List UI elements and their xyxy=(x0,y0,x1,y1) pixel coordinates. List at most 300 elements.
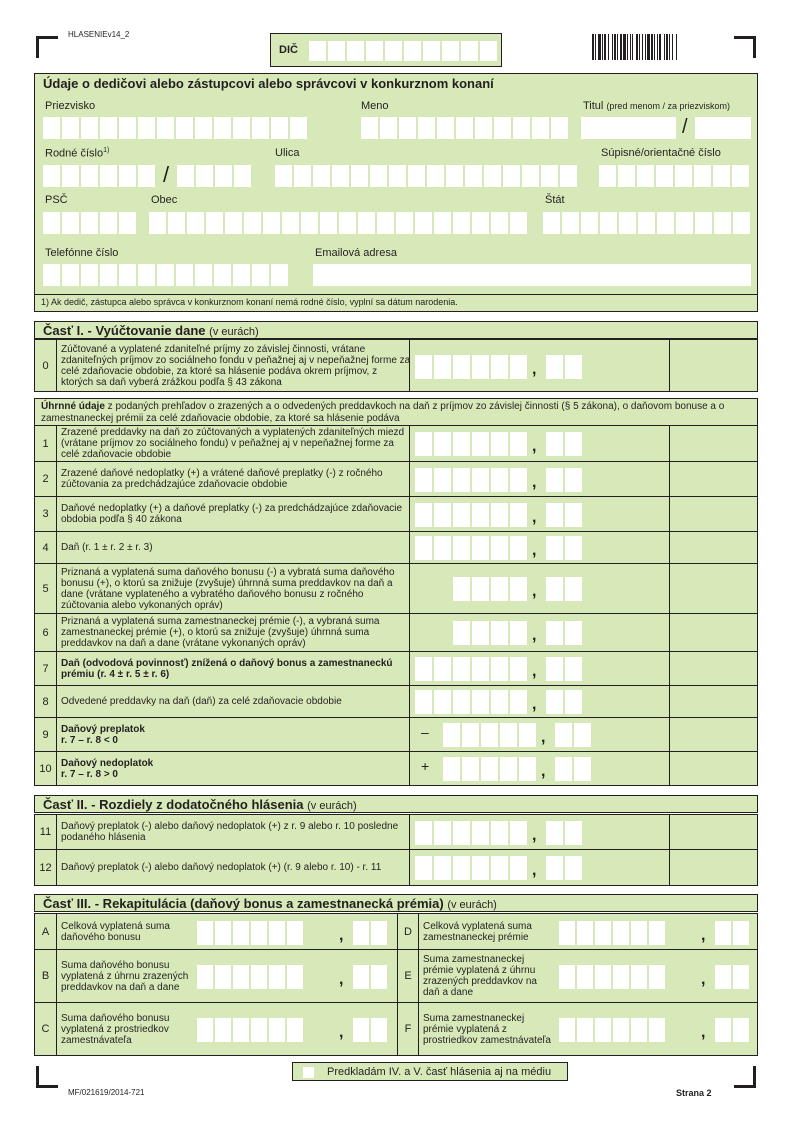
surname-cell[interactable] xyxy=(43,117,60,139)
barcode-bar xyxy=(654,34,655,60)
decimal-cell[interactable] xyxy=(565,432,582,456)
amount-cell[interactable] xyxy=(472,355,489,379)
decimal-cell[interactable] xyxy=(546,621,563,645)
recap-row xyxy=(34,913,758,950)
row-number: 10 xyxy=(35,752,57,785)
street-cell[interactable] xyxy=(465,165,482,187)
phone-cell[interactable] xyxy=(157,264,174,286)
decimal-cell[interactable] xyxy=(565,577,582,601)
amount-cell[interactable] xyxy=(510,690,527,714)
amount-cell[interactable] xyxy=(434,821,451,845)
amount-cell[interactable] xyxy=(443,723,460,747)
title-before-input[interactable] xyxy=(581,117,676,139)
city-cell[interactable] xyxy=(453,212,470,234)
name-cell[interactable] xyxy=(380,117,397,139)
amount-cell[interactable] xyxy=(415,690,432,714)
phone-cell[interactable] xyxy=(100,264,117,286)
state-cell[interactable] xyxy=(600,212,617,234)
decimal-comma: , xyxy=(532,827,537,844)
decimal-cell[interactable] xyxy=(371,1018,387,1042)
name-cell[interactable] xyxy=(551,117,568,139)
decimal-cell[interactable] xyxy=(565,536,582,560)
row-description: Zrazené daňové nedoplatky (+) a vrátené daňové preplatky (-) z ročného zúčtovania za predchádzajúce zdaňovacie obdobie xyxy=(61,468,383,490)
amount-cell[interactable] xyxy=(453,432,470,456)
surname-cell[interactable] xyxy=(195,117,212,139)
amount-cell[interactable] xyxy=(251,965,267,989)
surname-cell[interactable] xyxy=(157,117,174,139)
street-cell[interactable] xyxy=(294,165,311,187)
house-number-cell[interactable] xyxy=(656,165,673,187)
amount-cell[interactable] xyxy=(613,965,629,989)
decimal-cell[interactable] xyxy=(715,921,731,945)
state-cell[interactable] xyxy=(657,212,674,234)
amount-cell[interactable] xyxy=(631,921,647,945)
form-row xyxy=(34,497,758,532)
amount-cell[interactable] xyxy=(434,503,451,527)
phone-cell[interactable] xyxy=(252,264,269,286)
state-cell[interactable] xyxy=(676,212,693,234)
amount-cell[interactable] xyxy=(434,690,451,714)
barcode-bar xyxy=(647,34,650,60)
state-cell[interactable] xyxy=(581,212,598,234)
name-cell[interactable] xyxy=(532,117,549,139)
amount-cell[interactable] xyxy=(415,856,432,880)
amount-cell[interactable] xyxy=(453,355,470,379)
amount-cell[interactable] xyxy=(453,690,470,714)
amount-cell[interactable] xyxy=(415,821,432,845)
amount-cell[interactable] xyxy=(453,468,470,492)
decimal-comma: , xyxy=(541,729,546,746)
amount-cell[interactable] xyxy=(510,577,527,601)
street-cell[interactable] xyxy=(560,165,577,187)
amount-cell[interactable] xyxy=(595,1018,611,1042)
street-cell[interactable] xyxy=(541,165,558,187)
amount-cell[interactable] xyxy=(481,757,498,781)
psc-cell[interactable] xyxy=(81,212,98,234)
state-cell[interactable] xyxy=(733,212,750,234)
city-cell[interactable] xyxy=(510,212,527,234)
amount-cell[interactable] xyxy=(559,1018,575,1042)
decimal-cell[interactable] xyxy=(555,723,572,747)
phone-cell[interactable] xyxy=(138,264,155,286)
amount-cell[interactable] xyxy=(453,856,470,880)
amount-cell[interactable] xyxy=(510,432,527,456)
birth-number-cell[interactable] xyxy=(119,165,136,187)
amount-cell[interactable] xyxy=(472,821,489,845)
street-cell[interactable] xyxy=(446,165,463,187)
amount-cell[interactable] xyxy=(559,965,575,989)
birth-number-cell[interactable] xyxy=(100,165,117,187)
dic-cell[interactable] xyxy=(442,41,459,61)
amount-cell[interactable] xyxy=(491,856,508,880)
decimal-cell[interactable] xyxy=(546,657,563,681)
city-cell[interactable] xyxy=(339,212,356,234)
name-cell[interactable] xyxy=(437,117,454,139)
amount-cell[interactable] xyxy=(472,621,489,645)
dic-box xyxy=(270,33,502,67)
amount-cell[interactable] xyxy=(434,657,451,681)
amount-cell[interactable] xyxy=(491,657,508,681)
street-cell[interactable] xyxy=(408,165,425,187)
dic-cell[interactable] xyxy=(328,41,345,61)
birth-number-cell[interactable] xyxy=(62,165,79,187)
amount-cell[interactable] xyxy=(434,355,451,379)
amount-cell[interactable] xyxy=(510,621,527,645)
state-cell[interactable] xyxy=(562,212,579,234)
phone-cell[interactable] xyxy=(43,264,60,286)
decimal-cell[interactable] xyxy=(733,965,749,989)
email-label: Emailová adresa xyxy=(315,247,397,259)
city-cell[interactable] xyxy=(415,212,432,234)
street-cell[interactable] xyxy=(332,165,349,187)
amount-cell[interactable] xyxy=(613,921,629,945)
decimal-cell[interactable] xyxy=(565,355,582,379)
birth-number-label: Rodné číslo$^{1)}$ xyxy=(45,147,110,160)
street-cell[interactable] xyxy=(370,165,387,187)
dic-cell[interactable] xyxy=(480,41,497,61)
dic-cell[interactable] xyxy=(309,41,326,61)
street-label: Ulica xyxy=(275,147,300,159)
birth-number-cell[interactable] xyxy=(196,165,213,187)
amount-cell[interactable] xyxy=(481,723,498,747)
dic-cell[interactable] xyxy=(366,41,383,61)
name-cell[interactable] xyxy=(418,117,435,139)
amount-cell[interactable] xyxy=(519,757,536,781)
phone-cell[interactable] xyxy=(233,264,250,286)
street-cell[interactable] xyxy=(389,165,406,187)
amount-cell[interactable] xyxy=(415,468,432,492)
state-cell[interactable] xyxy=(543,212,560,234)
amount-cell[interactable] xyxy=(233,965,249,989)
decimal-cell[interactable] xyxy=(371,965,387,989)
amount-cell[interactable] xyxy=(251,921,267,945)
dic-cell[interactable] xyxy=(347,41,364,61)
phone-cell[interactable] xyxy=(176,264,193,286)
surname-cell[interactable] xyxy=(290,117,307,139)
amount-cell[interactable] xyxy=(453,621,470,645)
city-cell[interactable] xyxy=(472,212,489,234)
city-cell[interactable] xyxy=(301,212,318,234)
decimal-cell[interactable] xyxy=(546,856,563,880)
city-cell[interactable] xyxy=(187,212,204,234)
amount-cell[interactable] xyxy=(434,856,451,880)
state-cell[interactable] xyxy=(695,212,712,234)
surname-cell[interactable] xyxy=(233,117,250,139)
city-cell[interactable] xyxy=(149,212,166,234)
decimal-cell[interactable] xyxy=(353,1018,369,1042)
decimal-comma: , xyxy=(339,1024,344,1041)
amount-cell[interactable] xyxy=(491,536,508,560)
decimal-cell[interactable] xyxy=(546,577,563,601)
city-cell[interactable] xyxy=(396,212,413,234)
city-cell[interactable] xyxy=(225,212,242,234)
amount-cell[interactable] xyxy=(434,536,451,560)
amount-cell[interactable] xyxy=(269,965,285,989)
house-number-cell[interactable] xyxy=(713,165,730,187)
phone-cell[interactable] xyxy=(81,264,98,286)
title-after-input[interactable] xyxy=(695,117,751,139)
street-cell[interactable] xyxy=(313,165,330,187)
decimal-cell[interactable] xyxy=(565,690,582,714)
amount-cell[interactable] xyxy=(197,965,213,989)
barcode-bar xyxy=(602,34,603,60)
row-description: Daňový nedoplatok r. 7 – r. 8 > 0 xyxy=(61,757,154,780)
birth-number-cell[interactable] xyxy=(43,165,60,187)
amount-cell[interactable] xyxy=(631,1018,647,1042)
decimal-cell[interactable] xyxy=(565,621,582,645)
decimal-cell[interactable] xyxy=(565,468,582,492)
amount-cell[interactable] xyxy=(510,468,527,492)
email-input[interactable] xyxy=(313,264,751,286)
amount-cell[interactable] xyxy=(472,690,489,714)
amount-cell[interactable] xyxy=(472,657,489,681)
name-cell[interactable] xyxy=(456,117,473,139)
amount-cell[interactable] xyxy=(197,1018,213,1042)
amount-cell[interactable] xyxy=(415,536,432,560)
amount-cell[interactable] xyxy=(491,468,508,492)
amount-cell[interactable] xyxy=(415,432,432,456)
decimal-cell[interactable] xyxy=(565,856,582,880)
state-cell[interactable] xyxy=(638,212,655,234)
amount-cell[interactable] xyxy=(287,965,303,989)
amount-cell[interactable] xyxy=(453,657,470,681)
amount-cell[interactable] xyxy=(215,1018,231,1042)
birth-number-cell[interactable] xyxy=(215,165,232,187)
surname-cell[interactable] xyxy=(100,117,117,139)
amount-cell[interactable] xyxy=(649,921,665,945)
decimal-cell[interactable] xyxy=(546,355,563,379)
city-cell[interactable] xyxy=(282,212,299,234)
decimal-cell[interactable] xyxy=(574,757,591,781)
dic-cell[interactable] xyxy=(423,41,440,61)
decimal-cell[interactable] xyxy=(546,690,563,714)
amount-cell[interactable] xyxy=(559,921,575,945)
amount-cell[interactable] xyxy=(472,503,489,527)
amount-cell[interactable] xyxy=(453,536,470,560)
house-number-cell[interactable] xyxy=(618,165,635,187)
amount-cell[interactable] xyxy=(500,757,517,781)
amount-cell[interactable] xyxy=(510,856,527,880)
decimal-comma: , xyxy=(339,971,344,988)
amount-cell[interactable] xyxy=(233,1018,249,1042)
decimal-cell[interactable] xyxy=(565,657,582,681)
amount-cell[interactable] xyxy=(631,965,647,989)
amount-cell[interactable] xyxy=(491,355,508,379)
decimal-cell[interactable] xyxy=(715,1018,731,1042)
amount-cell[interactable] xyxy=(649,1018,665,1042)
amount-cell[interactable] xyxy=(472,432,489,456)
amount-cell[interactable] xyxy=(472,856,489,880)
dic-cell[interactable] xyxy=(404,41,421,61)
state-cell[interactable] xyxy=(714,212,731,234)
decimal-cell[interactable] xyxy=(715,965,731,989)
street-cell[interactable] xyxy=(503,165,520,187)
amount-cell[interactable] xyxy=(462,723,479,747)
amount-cell[interactable] xyxy=(649,965,665,989)
amount-cell[interactable] xyxy=(510,657,527,681)
amount-cell[interactable] xyxy=(595,921,611,945)
birth-number-cell[interactable] xyxy=(177,165,194,187)
birth-number-cell[interactable] xyxy=(138,165,155,187)
amount-cell[interactable] xyxy=(197,921,213,945)
surname-cell[interactable] xyxy=(252,117,269,139)
phone-cell[interactable] xyxy=(195,264,212,286)
amount-cell[interactable] xyxy=(215,965,231,989)
amount-cell[interactable] xyxy=(453,821,470,845)
psc-cell[interactable] xyxy=(62,212,79,234)
amount-cell[interactable] xyxy=(491,621,508,645)
amount-cell[interactable] xyxy=(510,821,527,845)
amount-cell[interactable] xyxy=(287,921,303,945)
name-cell[interactable] xyxy=(475,117,492,139)
amount-cell[interactable] xyxy=(577,921,593,945)
surname-cell[interactable] xyxy=(214,117,231,139)
city-cell[interactable] xyxy=(168,212,185,234)
barcode-bar xyxy=(612,34,613,60)
surname-cell[interactable] xyxy=(176,117,193,139)
barcode-bar xyxy=(608,34,609,60)
amount-cell[interactable] xyxy=(510,536,527,560)
surname-cell[interactable] xyxy=(271,117,288,139)
amount-cell[interactable] xyxy=(287,1018,303,1042)
street-cell[interactable] xyxy=(522,165,539,187)
psc-cell[interactable] xyxy=(100,212,117,234)
amount-cell[interactable] xyxy=(269,1018,285,1042)
barcode-bar xyxy=(659,34,661,60)
city-cell[interactable] xyxy=(377,212,394,234)
barcode-bar xyxy=(669,34,670,60)
decimal-cell[interactable] xyxy=(565,503,582,527)
amount-cell[interactable] xyxy=(519,723,536,747)
decimal-comma: , xyxy=(532,696,537,713)
phone-cell[interactable] xyxy=(271,264,288,286)
amount-cell[interactable] xyxy=(215,921,231,945)
amount-cell[interactable] xyxy=(453,503,470,527)
decimal-cell[interactable] xyxy=(546,821,563,845)
name-cell[interactable] xyxy=(361,117,378,139)
phone-cell[interactable] xyxy=(119,264,136,286)
amount-cell[interactable] xyxy=(472,468,489,492)
dic-cell[interactable] xyxy=(385,41,402,61)
amount-cell[interactable] xyxy=(269,921,285,945)
city-cell[interactable] xyxy=(244,212,261,234)
amount-cell[interactable] xyxy=(595,965,611,989)
psc-cell[interactable] xyxy=(43,212,60,234)
psc-label: PSČ xyxy=(45,194,68,206)
amount-cell[interactable] xyxy=(491,821,508,845)
amount-cell[interactable] xyxy=(453,577,470,601)
amount-cell[interactable] xyxy=(443,757,460,781)
city-cell[interactable] xyxy=(491,212,508,234)
amount-cell[interactable] xyxy=(472,536,489,560)
decimal-comma: , xyxy=(532,361,537,378)
amount-cell[interactable] xyxy=(462,757,479,781)
amount-cell[interactable] xyxy=(510,503,527,527)
decimal-cell[interactable] xyxy=(555,757,572,781)
city-cell[interactable] xyxy=(263,212,280,234)
amount-cell[interactable] xyxy=(510,355,527,379)
amount-cell[interactable] xyxy=(491,577,508,601)
decimal-cell[interactable] xyxy=(353,921,369,945)
surname-cell[interactable] xyxy=(119,117,136,139)
amount-cell[interactable] xyxy=(491,503,508,527)
surname-cell[interactable] xyxy=(62,117,79,139)
phone-cell[interactable] xyxy=(214,264,231,286)
dic-cell[interactable] xyxy=(461,41,478,61)
house-number-cell[interactable] xyxy=(637,165,654,187)
street-cell[interactable] xyxy=(484,165,501,187)
corner-mark-top-left xyxy=(36,36,58,58)
decimal-cell[interactable] xyxy=(565,821,582,845)
street-cell[interactable] xyxy=(275,165,292,187)
amount-cell[interactable] xyxy=(491,432,508,456)
city-cell[interactable] xyxy=(320,212,337,234)
amount-cell[interactable] xyxy=(577,965,593,989)
amount-cell[interactable] xyxy=(434,432,451,456)
surname-cell[interactable] xyxy=(138,117,155,139)
amount-cell[interactable] xyxy=(415,355,432,379)
amount-cell[interactable] xyxy=(251,1018,267,1042)
row-number: 6 xyxy=(35,614,57,651)
dic-label: DIČ xyxy=(279,44,298,56)
city-cell[interactable] xyxy=(206,212,223,234)
name-cell[interactable] xyxy=(494,117,511,139)
city-cell[interactable] xyxy=(434,212,451,234)
street-cell[interactable] xyxy=(351,165,368,187)
amount-cell[interactable] xyxy=(415,503,432,527)
house-number-cell[interactable] xyxy=(675,165,692,187)
amount-cell[interactable] xyxy=(500,723,517,747)
street-cell[interactable] xyxy=(427,165,444,187)
amount-cell[interactable] xyxy=(613,1018,629,1042)
name-cell[interactable] xyxy=(513,117,530,139)
decimal-cell[interactable] xyxy=(371,921,387,945)
form-row xyxy=(34,339,758,392)
amount-cell[interactable] xyxy=(491,690,508,714)
decimal-cell[interactable] xyxy=(546,536,563,560)
recap-letter: B xyxy=(35,950,57,1002)
surname-cell[interactable] xyxy=(81,117,98,139)
decimal-cell[interactable] xyxy=(353,965,369,989)
corner-mark-bottom-right xyxy=(734,1066,756,1088)
house-number-cell[interactable] xyxy=(732,165,749,187)
decimal-cell[interactable] xyxy=(574,723,591,747)
house-number-cell[interactable] xyxy=(599,165,616,187)
decimal-cell[interactable] xyxy=(546,432,563,456)
decimal-cell[interactable] xyxy=(733,1018,749,1042)
decimal-cell[interactable] xyxy=(733,921,749,945)
amount-cell[interactable] xyxy=(577,1018,593,1042)
birth-number-cell[interactable] xyxy=(81,165,98,187)
birth-number-cell[interactable] xyxy=(234,165,251,187)
amount-cell[interactable] xyxy=(472,577,489,601)
recap-description: Suma daňového bonusu vyplatená z prostriedkov zamestnávateľa xyxy=(61,1012,170,1046)
psc-cell[interactable] xyxy=(119,212,136,234)
state-cell[interactable] xyxy=(619,212,636,234)
house-number-cell[interactable] xyxy=(694,165,711,187)
amount-cell[interactable] xyxy=(233,921,249,945)
city-cell[interactable] xyxy=(358,212,375,234)
amount-cell[interactable] xyxy=(415,657,432,681)
barcode-bar xyxy=(595,34,596,60)
name-cell[interactable] xyxy=(399,117,416,139)
amount-cell[interactable] xyxy=(434,468,451,492)
media-checkbox[interactable] xyxy=(303,1067,314,1078)
form-row xyxy=(34,652,758,686)
decimal-cell[interactable] xyxy=(546,468,563,492)
phone-cell[interactable] xyxy=(62,264,79,286)
decimal-cell[interactable] xyxy=(546,503,563,527)
